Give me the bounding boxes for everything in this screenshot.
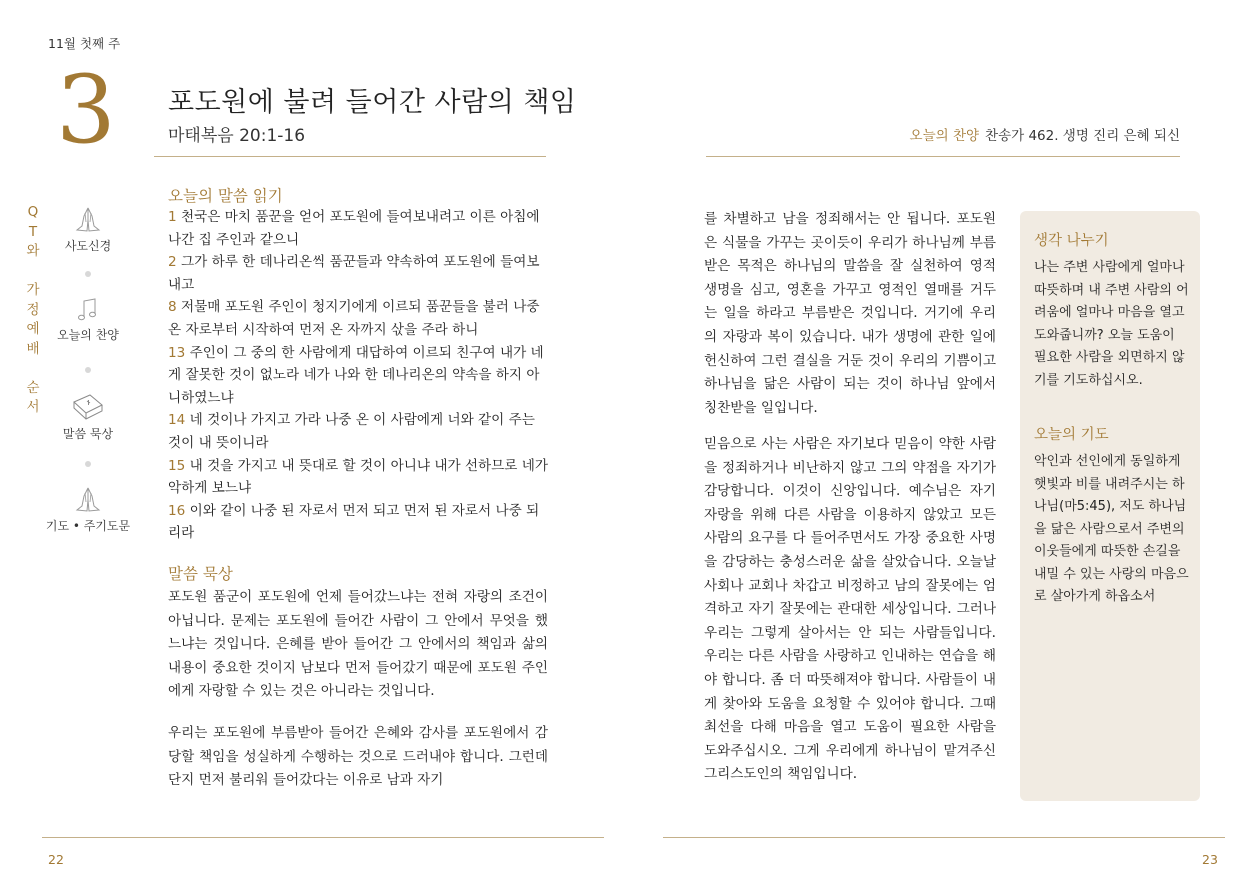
reflection-box [1020,211,1200,801]
share-text: 나는 주변 사람에게 얼마나 따뜻하며 내 주변 사람의 어려움에 얼마나 마음을 열고 도와줍니까? 오늘 도움이 필요한 사람을 외면하지 않기를 기도하십시오. [1034,260,1189,388]
praying-hands-icon [73,206,103,234]
verse: 1 천국은 마치 품꾼을 얻어 포도원에 들여보내려고 이른 아침에 나간 집 주인과 같으니 [168,209,540,248]
step-prayer [44,486,132,534]
music-note-icon [73,297,103,323]
page-title: 포도원에 불려 들어간 사람의 책임 [168,87,577,118]
verse: 2 그가 하루 한 데나리온씩 품꾼들과 약속하여 포도원에 들여보내고 [168,254,540,293]
vertical-order-label: Q T 와 가 정 예 배 순 서 [26,204,40,415]
step-dot [85,367,91,373]
prayer-text: 악인과 선인에게 동일하게 햇빛과 비를 내려주시는 하나님(마5:45), 저도 하나님을 닮은 사람으로서 주변의 이웃들에게 따뜻한 손길을 내밀 수 있는 사랑의 마음으로 살아가게 하옵소서 [1034,454,1189,604]
week-label: 11월 첫째 주 [48,36,121,51]
bible-icon [71,392,105,422]
share-heading: 생각 나누기 [1034,233,1109,249]
meditation-paragraph-4: 믿음으로 사는 사람은 자기보다 믿음이 약한 사람을 정죄하거나 비난하지 않고 그의 약점을 자기가 감당합니다. 이것이 신앙입니다. 예수님은 자기 자랑을 위해 다른 사람을 이용하지 않았고 모든 사람의 요구를 다 들어주면서도 가장 중요한 사명을 감당하는 충성스러운 삶을 살았습니다. 오늘날 사회나 교회나 차갑고 비정하고 남의 잘못에는 엄격하고 자기 잘못에는 관대한 세상입니다. 그러나 우리는 그렇게 살아서는 안 되는 사람들입니다. 우리는 다른 사람을 사랑하고 인내하는 연습을 해야 합니다. 좀 더 따뜻해져야 합니다. 사람들이 내게 찾아와 도움을 요청할 수 있어야 합니다. 그때 최선을 다해 마음을 열고 도움이 필요한 사람을 도와주십시오. 그게 우리에게 하나님이 맡겨주신 그리스도인의 책임입니다. [704,436,996,783]
verse: 15 내 것을 가지고 내 뜻대로 할 것이 아니냐 내가 선하므로 네가 악하게 보느냐 [168,457,549,497]
step-label: 말씀 묵상 [62,427,114,441]
footer-divider-left [42,837,604,838]
meditation-heading: 말씀 묵상 [168,565,233,583]
verse: 13 주인이 그 중의 한 사람에게 대답하여 이르되 친구여 내가 네게 잘못한 것이 없노라 네가 나와 한 데나리온의 약속을 하지 아니하였느냐 [168,344,544,406]
hymn-text: 찬송가 462. 생명 진리 은혜 되신 [985,128,1180,144]
step-label: 사도신경 [64,239,112,253]
page-number-left: 22 [48,852,64,867]
hymn-info [910,124,1180,144]
step-meditation [44,392,132,442]
verse: 8 저물매 포도원 주인이 청지기에게 이르되 품꾼들을 불러 나중 온 자로부터 시작하여 먼저 온 자까지 삯을 주라 하니 [168,299,540,338]
step-label: 기도 • 주기도문 [45,519,131,533]
page-number-right: 23 [1202,852,1218,867]
footer-divider-right [663,837,1225,838]
step-todays-hymn [44,297,132,343]
step-dot [85,461,91,467]
scripture-reference: 마태복음 20:1-16 [168,126,306,146]
step-label: 오늘의 찬양 [57,328,119,342]
verse: 14 네 것이나 가지고 가라 나중 온 이 사람에게 너와 같이 주는 것이 내 뜻이니라 [168,412,535,451]
meditation-paragraph-2: 우리는 포도원에 부름받아 들어간 은혜와 감사를 포도원에서 감당할 책임을 성실하게 수행하는 것으로 드러내야 합니다. 그런데 단지 먼저 불리워 들어갔다는 이유로 남과 자기 [168,725,548,789]
hymn-divider [706,156,1180,157]
day-number: 3 [56,56,116,165]
scripture-reading [168,206,552,545]
praying-hands-icon [73,486,103,514]
prayer-heading: 오늘의 기도 [1034,427,1109,443]
title-divider [154,156,546,157]
reading-heading: 오늘의 말씀 읽기 [168,187,283,205]
step-dot [85,271,91,277]
meditation-paragraph-1: 포도원 품군이 포도원에 언제 들어갔느냐는 전혀 자랑의 조건이 아닙니다. 문제는 포도원에 들어간 사람이 그 안에서 무엇을 했느냐는 것입니다. 은혜를 받아 들어간 그 안에서의 책임과 삶의 내용이 중요한 것이지 남보다 먼저 들어갔기 때문에 포도원 주인에게 자랑할 수 있는 것은 아니라는 것입니다. [168,589,548,700]
verse: 16 이와 같이 나중 된 자로서 먼저 되고 먼저 된 자로서 나중 되리라 [168,502,540,542]
step-apostles-creed [44,206,132,254]
hymn-label: 오늘의 찬양 [909,128,980,144]
meditation-paragraph-3: 를 차별하고 남을 정죄해서는 안 됩니다. 포도원은 식물을 가꾸는 곳이듯이 우리가 하나님께 부름받은 목적은 하나님의 말씀을 잘 실천하여 영적 생명을 심고, 영혼을 가꾸고 영적인 열매를 거두는 일을 하라고 부름받은 것입니다. 거기에 우리의 자랑과 복이 있습니다. 내가 생명에 관한 일에 헌신하여 그런 결실을 거둔 것이 우리의 기쁨이고 하나님을 닮은 사람이 되는 것이 하나님 앞에서 칭찬받을 일입니다. [704,211,996,416]
